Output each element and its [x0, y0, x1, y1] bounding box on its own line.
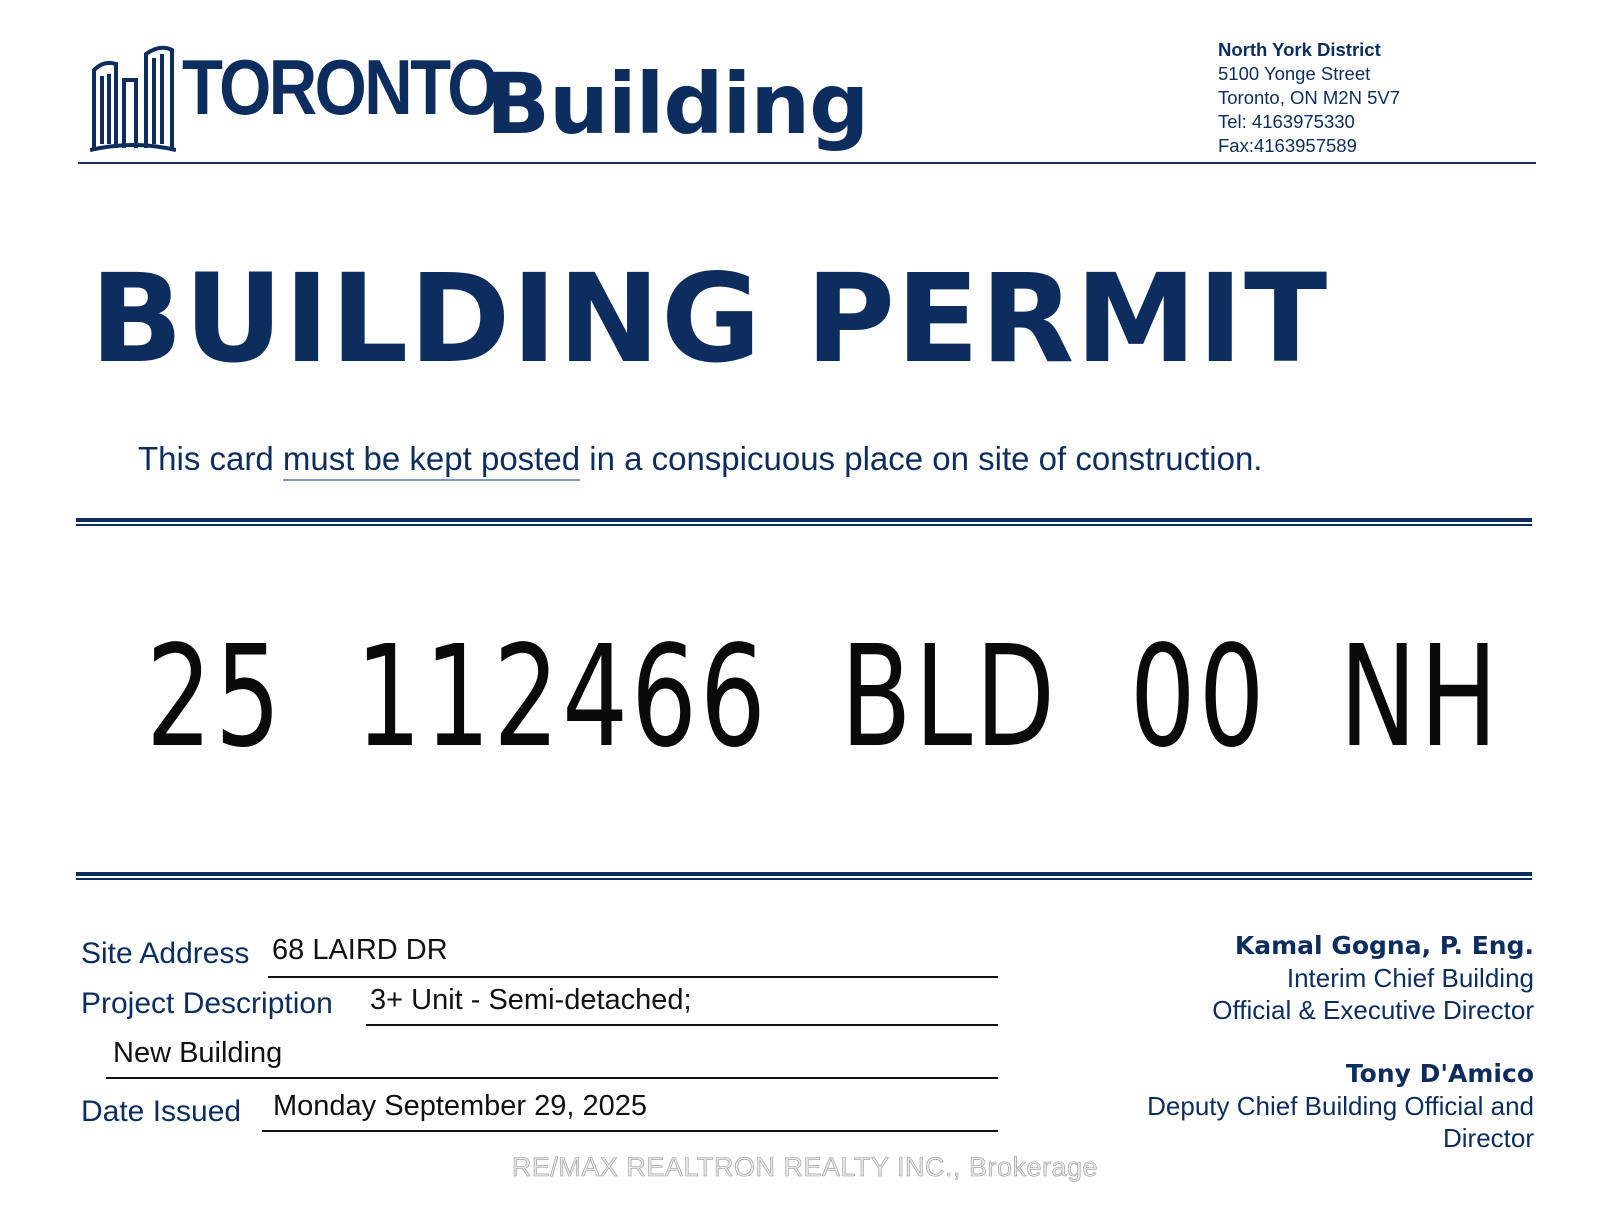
signatory-2 [1147, 1058, 1534, 1154]
logo-wordmark-building: Building [486, 55, 869, 153]
date-issued-value: Monday September 29, 2025 [273, 1090, 648, 1122]
toronto-city-hall-logo-icon [90, 40, 176, 154]
logo-wordmark-toronto: TORONTO [182, 43, 497, 131]
signatory-1-name: Kamal Gogna, P. Eng. [1234, 931, 1534, 960]
site-address-value: 68 LAIRD DR [272, 934, 448, 966]
date-issued-line [262, 1130, 998, 1132]
signatory-2-title-line2: Director [1442, 1123, 1534, 1153]
project-description-label: Project Description [81, 987, 333, 1020]
project-description-line1: 3+ Unit - Semi-detached; [370, 984, 692, 1016]
date-issued-label: Date Issued [81, 1095, 242, 1128]
project-description-line1-rule [366, 1024, 998, 1026]
district-name: North York District [1218, 39, 1381, 60]
project-description-line2-rule [106, 1077, 998, 1079]
upper-divider [76, 518, 1532, 526]
document-title: BUILDING PERMIT [90, 248, 1329, 390]
signatory-2-title-line1: Deputy Chief Building Official and [1147, 1091, 1534, 1121]
site-address-label: Site Address [81, 937, 250, 970]
signatory-1-title-line1: Interim Chief Building [1286, 963, 1534, 993]
permit-number: 25 112466 BLD 00 NH [146, 616, 1501, 779]
lower-divider [76, 872, 1532, 880]
header-divider [78, 162, 1536, 164]
notice-text-emphasis: must be kept posted [283, 440, 580, 481]
fax: Fax:4163957589 [1218, 135, 1357, 156]
site-address-line [268, 976, 998, 978]
notice-text-before: This card [138, 440, 283, 477]
signatory-1 [1212, 930, 1534, 1026]
brokerage-watermark: RE/MAX REALTRON REALTY INC., Brokerage [482, 1149, 1128, 1185]
signatory-1-title-line2: Official & Executive Director [1212, 995, 1534, 1025]
street-address: 5100 Yonge Street [1218, 63, 1371, 84]
project-description-line2: New Building [113, 1037, 283, 1069]
telephone: Tel: 4163975330 [1218, 111, 1355, 132]
signatory-2-name: Tony D'Amico [1345, 1059, 1534, 1088]
notice-text-after: in a conspicuous place on site of construction. [580, 440, 1263, 477]
city-postal: Toronto, ON M2N 5V7 [1218, 87, 1400, 108]
district-address [1218, 38, 1400, 158]
posting-notice [138, 440, 1262, 478]
